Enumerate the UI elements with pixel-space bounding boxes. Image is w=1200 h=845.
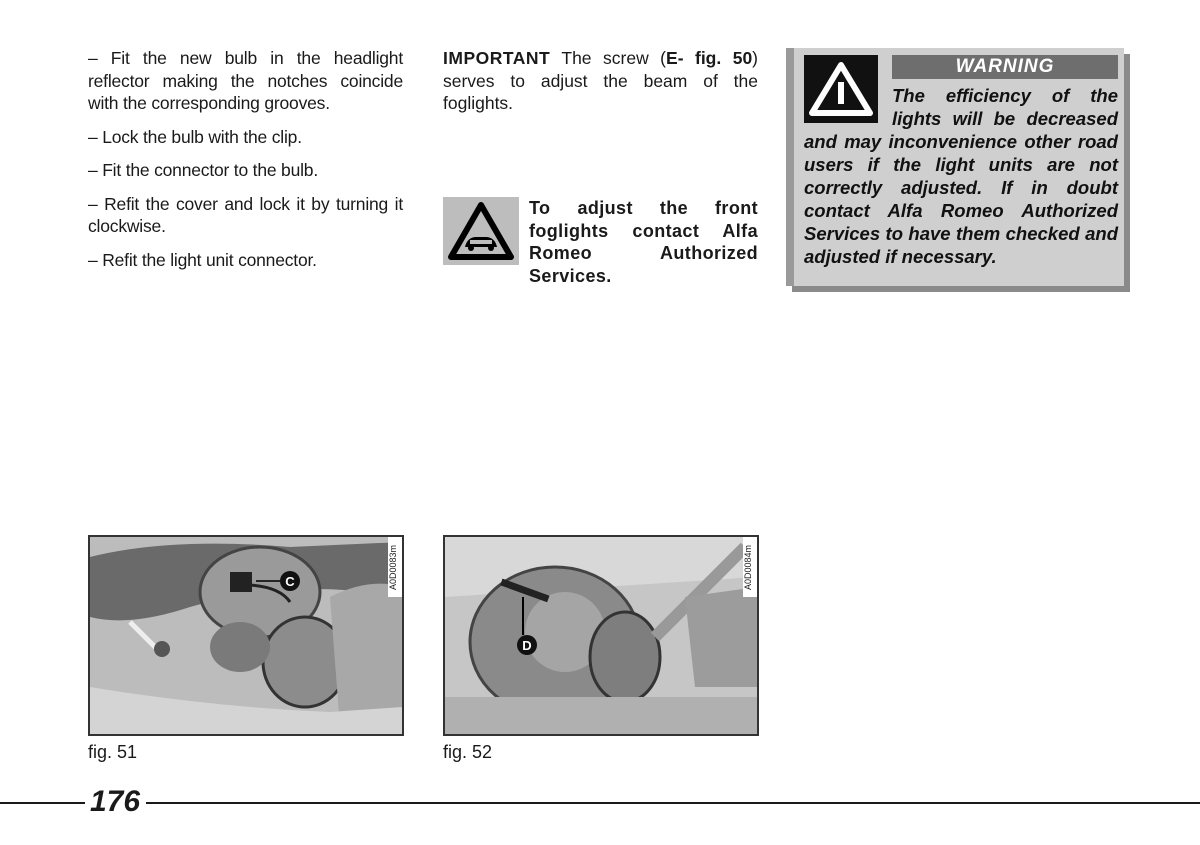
warning-title: WARNING [892, 55, 1118, 79]
fig-reference: E- fig. 50 [666, 48, 753, 68]
left-column [88, 47, 403, 282]
adjust-note [443, 197, 758, 287]
middle-column [443, 47, 758, 126]
footer-rule-right [146, 802, 1200, 804]
step-lock-bulb: – Lock the bulb with the clip. [88, 126, 302, 147]
important-text-2: ) serves to adjust the beam of the foglights. [443, 48, 758, 113]
important-text-1: The screw ( [550, 48, 667, 68]
figure-52-code: A0D0084m [743, 537, 757, 597]
figure-52-caption: fig. 52 [443, 742, 493, 762]
step-refit-light-connector: – Refit the light unit connector. [88, 249, 317, 270]
figure-51-image [88, 535, 404, 736]
warning-box-shadow [1124, 54, 1130, 292]
adjust-text: To adjust the front foglights contact Alfa Romeo Authorized Services. [529, 198, 758, 286]
callout-d: D [522, 638, 532, 653]
warning-box-edge [786, 48, 794, 286]
important-label: IMPORTANT [443, 48, 551, 68]
car-triangle-icon [443, 197, 519, 265]
page-number: 176 [90, 785, 141, 818]
important-note [443, 47, 758, 115]
figure-52-image [443, 535, 759, 736]
warning-box-shadow-bottom [792, 286, 1130, 292]
step-fit-connector: – Fit the connector to the bulb. [88, 160, 318, 180]
callout-c: C [285, 574, 295, 589]
warning-text [804, 84, 1118, 268]
warning-body: The efficiency of the lights will be decreased and may inconvenience other road users if the light units are not correctly adjusted. If in doubt contact Alfa Romeo Authorized Services to have them checked and adjusted if necessary. [804, 85, 1118, 267]
figure-51-caption: fig. 51 [88, 742, 138, 762]
warning-box [786, 48, 1124, 286]
step-refit-cover: – Refit the cover and lock it by turning it clockwise. [88, 193, 403, 236]
warning-text-indent [804, 84, 892, 128]
step-fit-bulb: – Fit the new bulb in the headlight reflector making the notches coincide with the corresponding grooves. [88, 48, 403, 113]
footer-rule-left [0, 802, 85, 804]
figure-51-code: A0D0083m [388, 537, 402, 597]
